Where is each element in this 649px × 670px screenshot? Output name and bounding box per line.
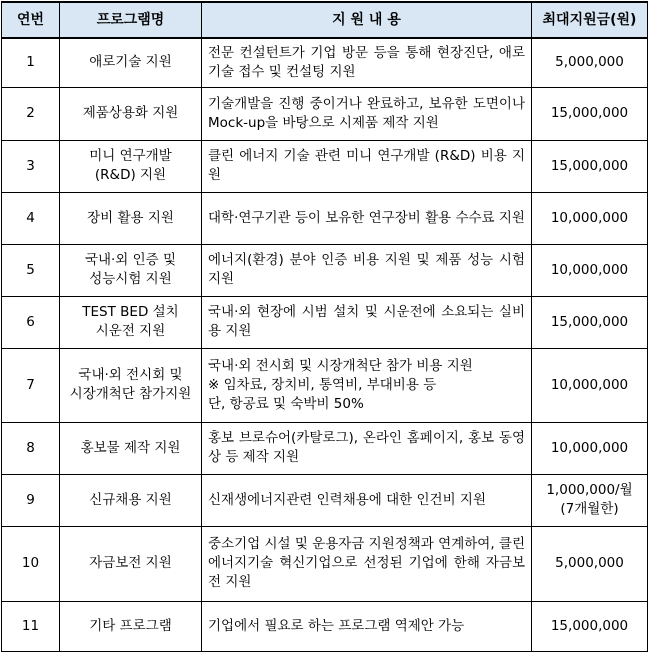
- table-row: [2, 526, 648, 601]
- row-amount: 15,000,000: [532, 87, 648, 140]
- row-amount: 10,000,000: [532, 348, 648, 422]
- row-no: 1: [2, 38, 60, 87]
- row-no: 7: [2, 348, 60, 422]
- header-amount: 최대지원금(원): [532, 2, 648, 38]
- header-program: 프로그램명: [60, 2, 202, 38]
- row-program: 국내·외 인증 및 성능시험 지원: [60, 244, 202, 296]
- row-content: 에너지(환경) 분야 인증 비용 지원 및 제품 성능 시험 지원: [202, 244, 532, 296]
- support-program-table: [1, 1, 648, 652]
- row-content: 국내·외 현장에 시범 설치 및 시운전에 소요되는 실비용 지원: [202, 296, 532, 348]
- row-amount: 15,000,000: [532, 601, 648, 651]
- row-no: 11: [2, 601, 60, 651]
- row-program: 미니 연구개발 (R&D) 지원: [60, 140, 202, 192]
- table-row: [2, 140, 648, 192]
- table-row: [2, 87, 648, 140]
- header-no: 연번: [2, 2, 60, 38]
- row-program: 장비 활용 지원: [60, 192, 202, 244]
- row-program: 자금보전 지원: [60, 526, 202, 601]
- row-no: 6: [2, 296, 60, 348]
- table-row: [2, 474, 648, 526]
- row-program: 홍보물 제작 지원: [60, 422, 202, 474]
- row-amount: 15,000,000: [532, 140, 648, 192]
- row-amount: 15,000,000: [532, 296, 648, 348]
- row-content: 클린 에너지 기술 관련 미니 연구개발 (R&D) 비용 지원: [202, 140, 532, 192]
- row-no: 4: [2, 192, 60, 244]
- row-no: 8: [2, 422, 60, 474]
- row-program: 신규채용 지원: [60, 474, 202, 526]
- table-header-row: [2, 2, 648, 38]
- row-program: 기타 프로그램: [60, 601, 202, 651]
- table-row: [2, 38, 648, 87]
- row-amount: 10,000,000: [532, 192, 648, 244]
- row-amount: 10,000,000: [532, 422, 648, 474]
- row-program: 애로기술 지원: [60, 38, 202, 87]
- row-amount: 10,000,000: [532, 244, 648, 296]
- table-row: [2, 422, 648, 474]
- row-content: 중소기업 시설 및 운용자금 지원정책과 연계하여, 클린에너지기술 혁신기업으로 선정된 기업에 한해 자금보전 지원: [202, 526, 532, 601]
- row-content: 홍보 브로슈어(카탈로그), 온라인 홈페이지, 홍보 동영상 등 제작 지원: [202, 422, 532, 474]
- row-program: 제품상용화 지원: [60, 87, 202, 140]
- row-no: 3: [2, 140, 60, 192]
- row-content: 전문 컨설턴트가 기업 방문 등을 통해 현장진단, 애로기술 접수 및 컨설팅 지원: [202, 38, 532, 87]
- table-row: [2, 296, 648, 348]
- table-row: [2, 244, 648, 296]
- table-row: [2, 348, 648, 422]
- row-no: 5: [2, 244, 60, 296]
- row-program: 국내·외 전시회 및 시장개척단 참가지원: [60, 348, 202, 422]
- row-amount: 5,000,000: [532, 38, 648, 87]
- row-content: 신재생에너지관련 인력채용에 대한 인건비 지원: [202, 474, 532, 526]
- row-program: TEST BED 설치 시운전 지원: [60, 296, 202, 348]
- row-no: 10: [2, 526, 60, 601]
- table-row: [2, 601, 648, 651]
- row-content: 기술개발을 진행 중이거나 완료하고, 보유한 도면이나 Mock-up을 바탕으로 시제품 제작 지원: [202, 87, 532, 140]
- row-content: 기업에서 필요로 하는 프로그램 역제안 가능: [202, 601, 532, 651]
- row-no: 9: [2, 474, 60, 526]
- row-content: 대학·연구기관 등이 보유한 연구장비 활용 수수료 지원: [202, 192, 532, 244]
- row-amount: 5,000,000: [532, 526, 648, 601]
- row-no: 2: [2, 87, 60, 140]
- header-content: 지 원 내 용: [202, 2, 532, 38]
- row-content: 국내·외 전시회 및 시장개척단 참가 비용 지원 ※ 임차료, 장치비, 통역비, 부대비용 등 단, 항공료 및 숙박비 50%: [202, 348, 532, 422]
- table-row: [2, 192, 648, 244]
- row-amount: 1,000,000/월 (7개월한): [532, 474, 648, 526]
